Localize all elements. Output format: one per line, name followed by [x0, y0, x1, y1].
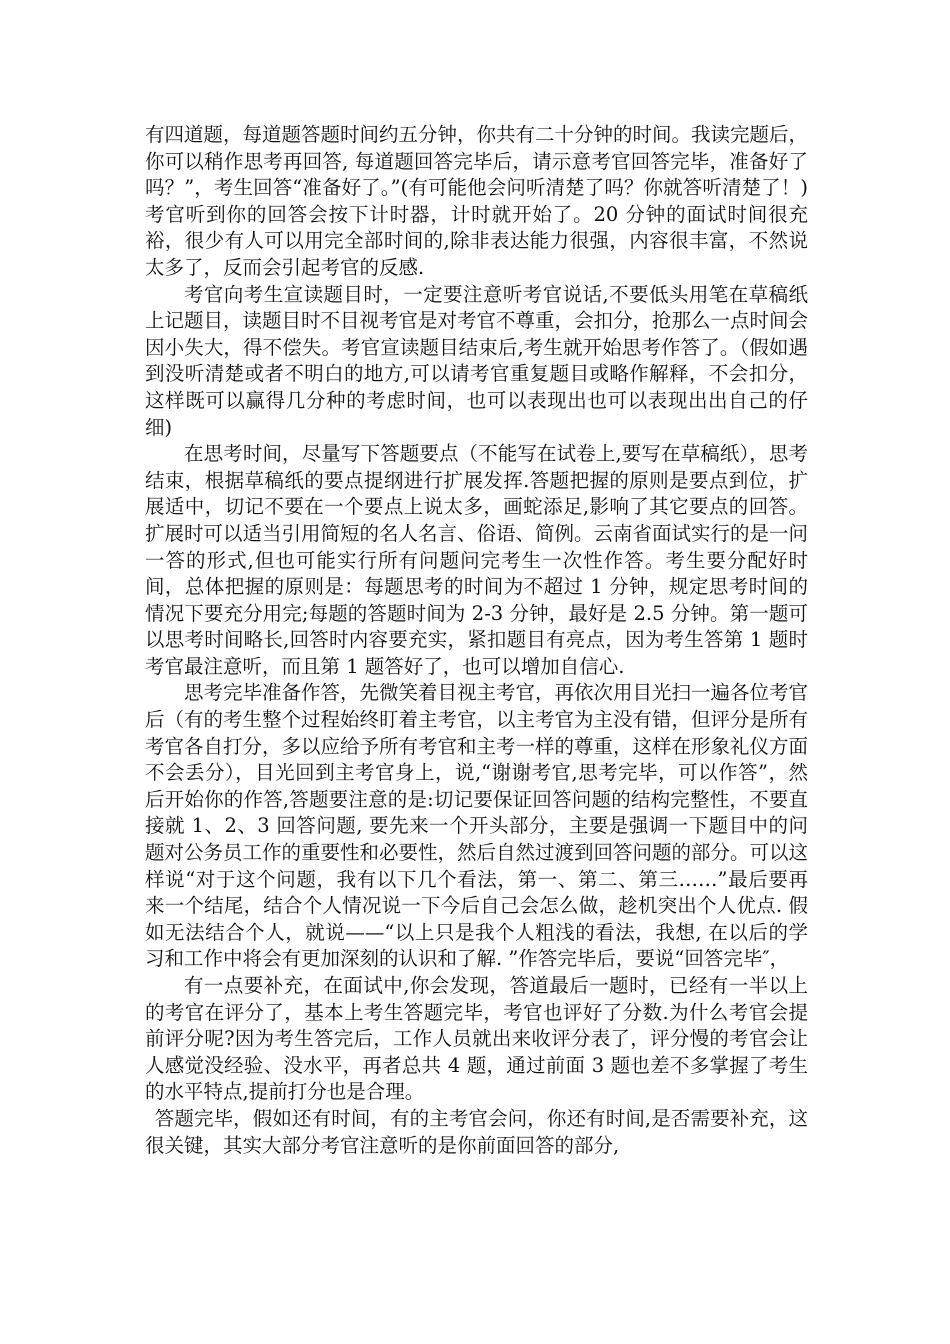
- paragraph-4: 思考完毕准备作答，先微笑着目视主考官，再依次用目光扫一遍各位考官后（有的考生整个过程始终盯着主考官，以主考官为主没有错，但评分是所有考官各自打分，多以应给予所有考官和主考一样的尊重，这样在形象礼仪方面不会丢分），目光回到主考官身上，说,“谢谢考官,思考完毕，可以作答”，然后开始你的作答,答题要注意的是:切记要保证回答问题的结构完整性，不要直接就 1、2、3 回答问题, 要先来一个开头部分，主要是强调一下题目中的问题对公务员工作的重要性和必要性，然后自然过渡到回答问题的部分。可以这样说“对于这个问题，我有以下几个看法，第一、第二、第三……”最后要再来一个结尾，结合个人情况说一下今后自己会怎么做，趁机突出个人优点. 假如无法结合个人，就说——“以上只是我个人粗浅的看法，我想, 在以后的学习和工作中将会有更加深刻的认识和了解. ”作答完毕后，要说“回答完毕″，: [145, 681, 809, 971]
- paragraph-6: 答题完毕，假如还有时间，有的主考官会问，你还有时间,是否需要补充，这很关键，其实大部分考官注意听的是你前面回答的部分,: [145, 1106, 808, 1157]
- paragraph-5: 有一点要补充，在面试中,你会发现，答道最后一题时，已经有一半以上的考官在评分了，基本上考生答题完毕，考官也评好了分数.为什么考官会提前评分呢?因为考生答完后，工作人员就出来收评分表了，评分慢的考官会让人感觉没经验、没水平，再者总共 4 题，通过前面 3 题也差不多掌握了考生的水平特点,提前打分也是合理。: [145, 974, 808, 1104]
- paragraph-1: 有四道题，每道题答题时间约五分钟，你共有二十分钟的时间。我读完题后，你可以稍作思考再回答, 每道题回答完毕后，请示意考官回答完毕，准备好了吗？”，考生回答“准备好了。”(有可能他会问听清楚了吗？你就答听清楚了！)考官听到你的回答会按下计时器，计时就开始了。20 分钟的面试时间很充裕，很少有人可以用完全部时间的,除非表达能力很强，内容很丰富，不然说太多了，反而会引起考官的反感.: [145, 123, 809, 279]
- paragraph-2: 考官向考生宣读题目时，一定要注意听考官说话,不要低头用笔在草稿纸上记题目，读题目时不目视考官是对考官不尊重，会扣分，抢那么一点时间会因小失大，得不偿失。考官宣读题目结束后,考生就开始思考作答了。（假如遇到没听清楚或者不明白的地方,可以请考官重复题目或略作解释，不会扣分，这样既可以赢得几分种的考虑时间，也可以表现出也可以表现出出自己的仔细): [145, 282, 809, 439]
- document-body: [145, 122, 808, 1159]
- paragraph-3: 在思考时间，尽量写下答题要点（不能写在试卷上,要写在草稿纸），思考结束，根据草稿纸的要点提纲进行扩展发挥.答题把握的原则是要点到位，扩展适中，切记不要在一个要点上说太多，画蛇添足,影响了其它要点的回答。扩展时可以适当引用简短的名人名言、俗语、简例。云南省面试实行的是一问一答的形式,但也可能实行所有问题问完考生一次性作答。考生要分配好时间，总体把握的原则是：每题思考的时间为不超过 1 分钟，规定思考时间的情况下要充分用完;每题的答题时间为 2-3 分钟，最好是 2.5 分钟。第一题可以思考时间略长,回答时内容要充实，紧扣题目有亮点，因为考生答第 1 题时考官最注意听，而且第 1 题答好了，也可以增加自信心.: [145, 442, 809, 678]
